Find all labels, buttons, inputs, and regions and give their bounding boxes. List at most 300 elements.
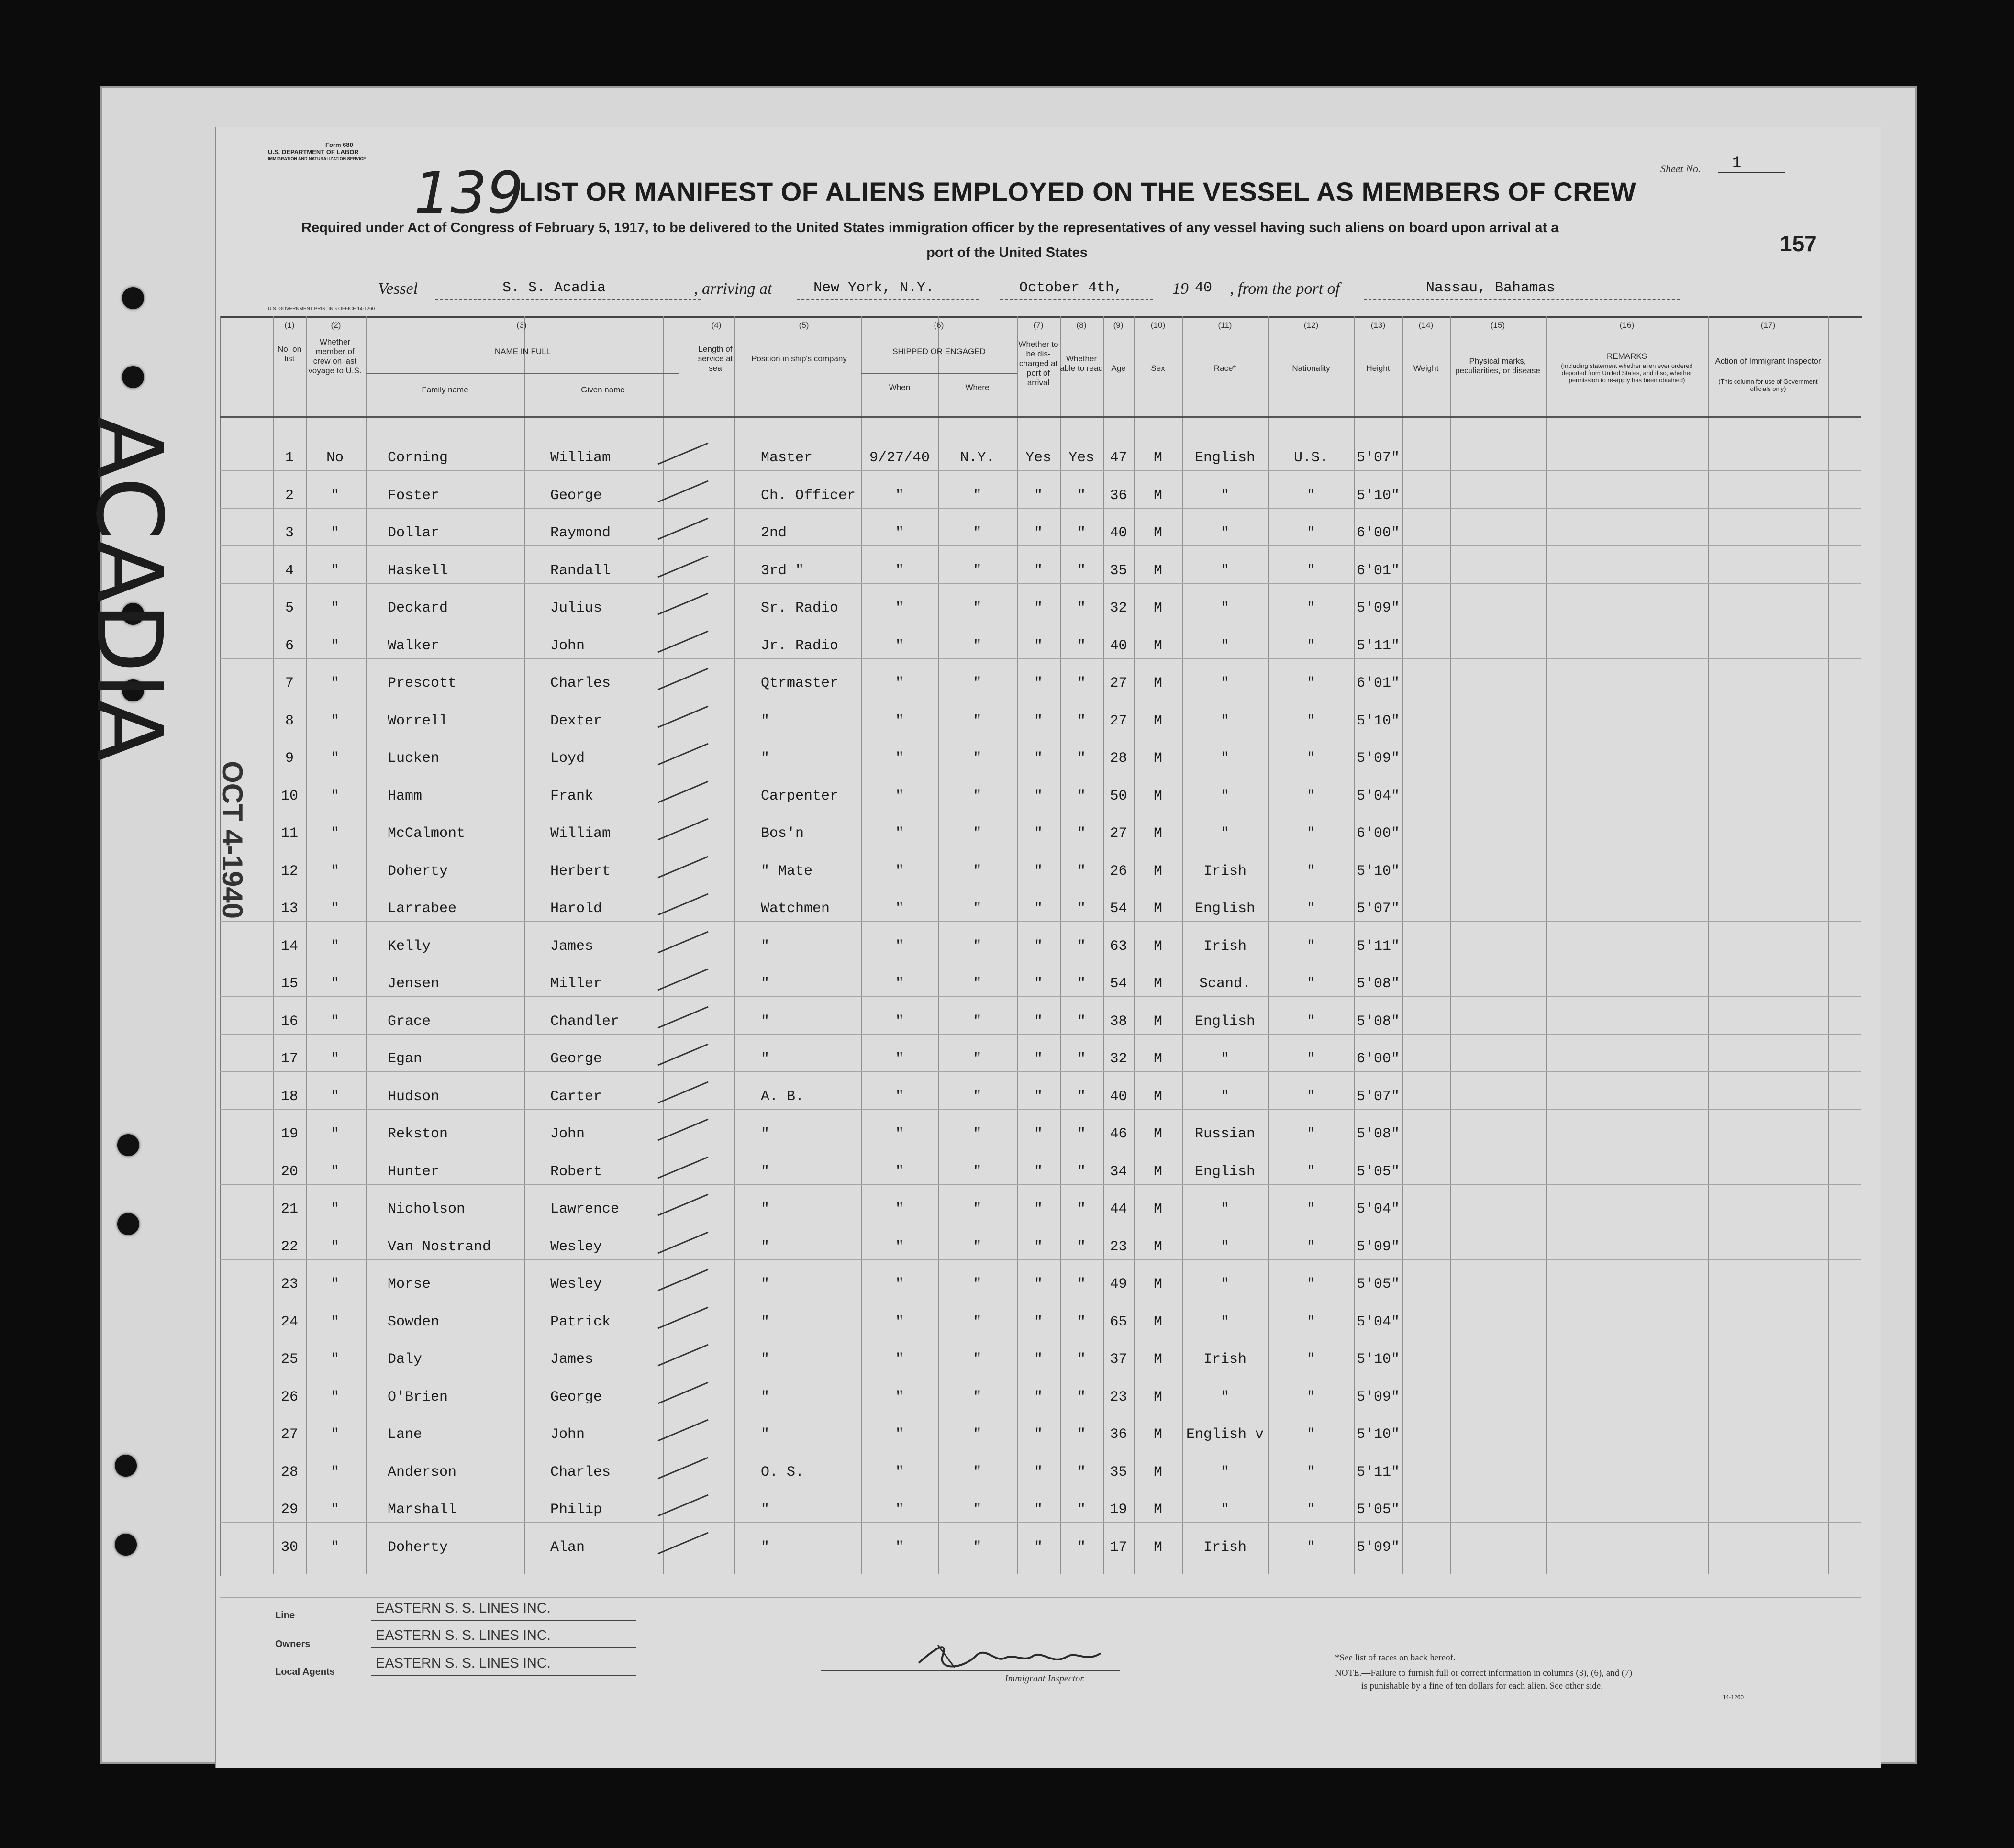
cell-read: " [1077, 563, 1086, 579]
cell-height: 6'00" [1356, 825, 1400, 842]
cell-race: English [1194, 901, 1256, 917]
cell-read: " [1077, 1239, 1086, 1255]
cell-family: Dollar [388, 525, 440, 541]
year-prefix: 19 [1172, 280, 1189, 298]
cell-member: " [330, 488, 339, 504]
cell-member: No [326, 450, 344, 466]
cell-no: 13 [280, 901, 298, 917]
row-divider [220, 1071, 1861, 1072]
cell-age: 27 [1110, 825, 1127, 842]
cell-sex: M [1153, 600, 1162, 616]
cell-nationality: " [1306, 938, 1315, 955]
cell-sex: M [1153, 450, 1162, 466]
cell-age: 32 [1110, 1051, 1127, 1067]
cell-family: Prescott [388, 675, 457, 691]
header-name-in-full: NAME IN FULL [494, 347, 551, 356]
cell-family: Corning [388, 450, 448, 466]
cell-when: " [895, 1351, 904, 1368]
cell-race: " [1220, 525, 1229, 541]
cell-when: " [895, 1164, 904, 1180]
cell-nationality: " [1306, 1539, 1315, 1556]
cell-member: " [330, 1126, 339, 1142]
cell-family: Nicholson [388, 1201, 466, 1217]
cell-member: " [330, 1239, 339, 1255]
cell-given: Carter [550, 1089, 602, 1105]
cell-member: " [330, 1539, 339, 1556]
cell-when: " [895, 825, 904, 842]
cell-where: " [973, 863, 982, 879]
cell-position: 3rd " [761, 563, 804, 579]
cell-no: 6 [285, 638, 294, 654]
cell-age: 32 [1110, 600, 1127, 616]
cell-read: " [1077, 713, 1086, 729]
cell-discharged: " [1034, 750, 1043, 767]
cell-height: 5'07" [1356, 450, 1400, 466]
cell-given: John [550, 1126, 585, 1142]
cell-age: 46 [1110, 1126, 1127, 1142]
cell-age: 28 [1110, 750, 1127, 767]
column-number: (9) [1113, 321, 1124, 330]
cell-nationality: U.S. [1293, 450, 1328, 466]
inspector-signature-line [821, 1670, 1120, 1671]
row-divider [220, 508, 1861, 509]
cell-given: Wesley [550, 1239, 602, 1255]
cell-nationality: " [1306, 1089, 1315, 1105]
cell-read: " [1077, 1201, 1086, 1217]
cell-where: " [973, 1201, 982, 1217]
header-shipped-or-engaged: SHIPPED OR ENGAGED [892, 347, 986, 356]
cell-position: Carpenter [761, 788, 839, 804]
cell-sex: M [1153, 1539, 1162, 1556]
cell-member: " [330, 1351, 339, 1368]
cell-race: " [1220, 1051, 1229, 1067]
cell-height: 5'11" [1356, 638, 1400, 654]
cell-when: " [895, 1502, 904, 1518]
penalty-note-continued: is punishable by a fine of ten dollars for each alien. See other side. [1361, 1681, 1603, 1691]
cell-age: 47 [1110, 450, 1127, 466]
cell-race: " [1220, 750, 1229, 767]
cell-no: 11 [280, 825, 298, 842]
cell-read: " [1077, 525, 1086, 541]
row-divider [220, 1522, 1861, 1523]
cell-height: 6'00" [1356, 525, 1400, 541]
cell-nationality: " [1306, 825, 1315, 842]
vessel-label: Vessel [378, 280, 418, 298]
cell-discharged: " [1034, 1539, 1043, 1556]
cell-sex: M [1153, 1314, 1162, 1330]
cell-discharged: " [1034, 1126, 1043, 1142]
header-remarks: REMARKS [1606, 352, 1647, 361]
cell-no: 12 [280, 863, 298, 879]
cell-nationality: " [1306, 563, 1315, 579]
cell-member: " [330, 1051, 339, 1067]
header-age: Age [1111, 364, 1126, 373]
cell-member: " [330, 1426, 339, 1443]
cell-no: 5 [285, 600, 294, 616]
cell-read: " [1077, 750, 1086, 767]
column-divider [1450, 316, 1451, 1574]
cell-where: " [973, 788, 982, 804]
header-no-on-list: No. on list [277, 345, 302, 363]
column-divider [524, 316, 525, 1574]
cell-discharged: " [1034, 525, 1043, 541]
pencil-check-mark [656, 1266, 713, 1294]
cell-given: Patrick [550, 1314, 611, 1330]
cell-position: Bos'n [761, 825, 804, 842]
pencil-check-mark [656, 552, 713, 581]
cell-no: 21 [280, 1201, 298, 1217]
pencil-check-mark [656, 1379, 713, 1407]
cell-no: 15 [280, 976, 298, 992]
cell-sex: M [1153, 1464, 1162, 1481]
cell-race: " [1220, 675, 1229, 691]
cell-family: Haskell [388, 563, 448, 579]
cell-member: " [330, 863, 339, 879]
cell-family: Worrell [388, 713, 448, 729]
cell-no: 25 [280, 1351, 298, 1368]
cell-race: " [1220, 1239, 1229, 1255]
line-label: Line [275, 1610, 295, 1621]
cell-given: Loyd [550, 750, 585, 767]
cell-when: " [895, 675, 904, 691]
cell-race: " [1220, 488, 1229, 504]
header-discharged: Whether to be dis-charged at port of arrival [1018, 340, 1058, 387]
cell-when: " [895, 788, 904, 804]
cell-member: " [330, 976, 339, 992]
cell-age: 50 [1110, 788, 1127, 804]
cell-age: 54 [1110, 976, 1127, 992]
cell-no: 26 [280, 1389, 298, 1405]
column-number: (6) [934, 321, 944, 330]
binder-hole [117, 1213, 139, 1235]
cell-member: " [330, 1201, 339, 1217]
cell-position: " [761, 1201, 770, 1217]
arrival-date: October 4th, [1019, 280, 1123, 296]
cell-position: Ch. Officer [761, 488, 856, 504]
cell-no: 1 [285, 450, 294, 466]
cell-when: " [895, 713, 904, 729]
pencil-check-mark [656, 815, 713, 844]
cell-where: " [973, 563, 982, 579]
cell-age: 54 [1110, 901, 1127, 917]
cell-discharged: " [1034, 1502, 1043, 1518]
cell-no: 28 [280, 1464, 298, 1481]
cell-family: Hamm [388, 788, 423, 804]
cell-discharged: " [1034, 1314, 1043, 1330]
cell-read: " [1077, 1539, 1086, 1556]
cell-nationality: " [1306, 1502, 1315, 1518]
cell-read: " [1077, 1502, 1086, 1518]
cell-height: 5'04" [1356, 788, 1400, 804]
cell-member: " [330, 750, 339, 767]
column-number: (13) [1370, 321, 1386, 330]
cell-where: " [973, 1164, 982, 1180]
column-number: (11) [1218, 321, 1232, 330]
cell-discharged: " [1034, 976, 1043, 992]
row-divider [220, 1259, 1861, 1260]
row-divider [220, 583, 1861, 584]
cell-where: " [973, 1314, 982, 1330]
cell-height: 5'10" [1356, 713, 1400, 729]
cell-nationality: " [1306, 713, 1315, 729]
cell-family: Egan [388, 1051, 423, 1067]
cell-family: Doherty [388, 1539, 448, 1556]
binder-hole [115, 1455, 137, 1477]
pencil-check-mark [656, 1491, 713, 1520]
cell-position: " [761, 976, 770, 992]
cell-height: 5'08" [1356, 1126, 1400, 1142]
cell-no: 8 [285, 713, 294, 729]
cell-member: " [330, 1389, 339, 1405]
cell-sex: M [1153, 1089, 1162, 1105]
binder-hole [117, 1134, 139, 1156]
cell-position: " [761, 1051, 770, 1067]
cell-when: " [895, 1314, 904, 1330]
column-number: (15) [1490, 321, 1505, 330]
pencil-check-mark [656, 1003, 713, 1032]
cell-sex: M [1153, 488, 1162, 504]
header-race: Race* [1213, 364, 1236, 373]
cell-age: 35 [1110, 1464, 1127, 1481]
line-value: EASTERN S. S. LINES INC. [376, 1601, 551, 1616]
cell-member: " [330, 901, 339, 917]
cell-where: " [973, 1502, 982, 1518]
column-number: (12) [1303, 321, 1319, 330]
cell-race: " [1220, 563, 1229, 579]
pencil-check-mark [656, 1341, 713, 1369]
cell-when: " [895, 600, 904, 616]
cell-nationality: " [1306, 750, 1315, 767]
cell-no: 18 [280, 1089, 298, 1105]
cell-discharged: " [1034, 1201, 1043, 1217]
cell-position: Qtrmaster [761, 675, 839, 691]
cell-where: " [973, 1351, 982, 1368]
cell-no: 30 [280, 1539, 298, 1556]
cell-read: " [1077, 488, 1086, 504]
pencil-check-mark [656, 1454, 713, 1482]
cell-position: " [761, 713, 770, 729]
pencil-check-mark [656, 1303, 713, 1332]
cell-given: George [550, 488, 602, 504]
cell-family: Daly [388, 1351, 423, 1368]
pencil-check-mark [656, 590, 713, 618]
pencil-check-mark [656, 702, 713, 731]
cell-position: 2nd [761, 525, 787, 541]
column-number: (16) [1619, 321, 1635, 330]
cell-age: 40 [1110, 1089, 1127, 1105]
cell-where: " [973, 1051, 982, 1067]
departure-port-underline [1364, 299, 1680, 300]
cell-discharged: " [1034, 675, 1043, 691]
cell-read: " [1077, 825, 1086, 842]
cell-read: " [1077, 600, 1086, 616]
cell-where: " [973, 1013, 982, 1030]
cell-where: " [973, 976, 982, 992]
cell-discharged: " [1034, 1389, 1043, 1405]
cell-given: Dexter [550, 713, 602, 729]
cell-where: " [973, 825, 982, 842]
column-number: (8) [1076, 321, 1087, 330]
cell-family: O'Brien [388, 1389, 448, 1405]
handwritten-number: 139 [414, 160, 524, 227]
cell-discharged: " [1034, 1276, 1043, 1292]
cell-given: George [550, 1389, 602, 1405]
cell-sex: M [1153, 675, 1162, 691]
cell-sex: M [1153, 1276, 1162, 1292]
penalty-note: NOTE.—Failure to furnish full or correct information in columns (3), (6), and (7) [1335, 1668, 1633, 1678]
cell-age: 36 [1110, 488, 1127, 504]
cell-given: Randall [550, 563, 611, 579]
pencil-check-mark [656, 1153, 713, 1182]
cell-position: Sr. Radio [761, 600, 839, 616]
cell-sex: M [1153, 1389, 1162, 1405]
cell-where: " [973, 1276, 982, 1292]
cell-race: Russian [1194, 1126, 1256, 1142]
owners-value: EASTERN S. S. LINES INC. [376, 1628, 551, 1643]
cell-height: 5'11" [1356, 938, 1400, 955]
header-nationality: Nationality [1292, 364, 1330, 373]
cell-position: A. B. [761, 1089, 804, 1105]
cell-family: Hudson [388, 1089, 440, 1105]
cell-member: " [330, 675, 339, 691]
cell-read: " [1077, 1126, 1086, 1142]
cell-read: " [1077, 675, 1086, 691]
cell-discharged: " [1034, 1239, 1043, 1255]
cell-sex: M [1153, 713, 1162, 729]
column-number: (1) [284, 321, 295, 330]
cell-nationality: " [1306, 488, 1315, 504]
local-agents-underline [371, 1675, 636, 1676]
cell-no: 27 [280, 1426, 298, 1443]
cell-age: 38 [1110, 1013, 1127, 1030]
cell-position: " [761, 1502, 770, 1518]
cell-race: " [1220, 788, 1229, 804]
pencil-check-mark [656, 1529, 713, 1558]
cell-read: " [1077, 1389, 1086, 1405]
cell-given: Lawrence [550, 1201, 620, 1217]
cell-discharged: " [1034, 938, 1043, 955]
owners-label: Owners [275, 1639, 311, 1649]
cell-given: Alan [550, 1539, 585, 1556]
inspector-label: Immigrant Inspector. [1005, 1673, 1085, 1684]
cell-height: 6'00" [1356, 1051, 1400, 1067]
cell-age: 35 [1110, 563, 1127, 579]
cell-given: Herbert [550, 863, 611, 879]
cell-family: Deckard [388, 600, 448, 616]
cell-age: 19 [1110, 1502, 1127, 1518]
cell-nationality: " [1306, 600, 1315, 616]
cell-read: " [1077, 1426, 1086, 1443]
header-where: Where [965, 383, 990, 392]
cell-nationality: " [1306, 1013, 1315, 1030]
cell-age: 23 [1110, 1389, 1127, 1405]
cell-position: " [761, 1164, 770, 1180]
cell-nationality: " [1306, 1126, 1315, 1142]
cell-sex: M [1153, 1426, 1162, 1443]
cell-where: " [973, 713, 982, 729]
cell-race: " [1220, 1314, 1229, 1330]
cell-when: " [895, 1539, 904, 1556]
binder-hole [122, 287, 144, 309]
cell-sex: M [1153, 1013, 1162, 1030]
cell-given: Wesley [550, 1276, 602, 1292]
cell-nationality: " [1306, 638, 1315, 654]
cell-race: Irish [1203, 1539, 1246, 1556]
cell-discharged: " [1034, 1051, 1043, 1067]
cell-discharged: " [1034, 1013, 1043, 1030]
cell-given: Raymond [550, 525, 611, 541]
pencil-check-mark [656, 1416, 713, 1445]
column-number: (17) [1760, 321, 1776, 330]
cell-read: " [1077, 1464, 1086, 1481]
vessel-name-stamp: ACADIA [76, 416, 182, 762]
header-length-of-service: Length of service at sea [698, 345, 733, 373]
cell-read: " [1077, 938, 1086, 955]
cell-where: " [973, 638, 982, 654]
pencil-check-mark [656, 778, 713, 806]
cell-position: " [761, 1539, 770, 1556]
form-info [268, 141, 366, 163]
column-number: (10) [1150, 321, 1166, 330]
form-code: 14-1260 [1723, 1694, 1744, 1701]
cell-nationality: " [1306, 1426, 1315, 1443]
cell-nationality: " [1306, 901, 1315, 917]
cell-race: Irish [1203, 1351, 1246, 1368]
cell-member: " [330, 638, 339, 654]
cell-age: 37 [1110, 1351, 1127, 1368]
cell-read: " [1077, 976, 1086, 992]
cell-position: " [761, 1126, 770, 1142]
cell-discharged: " [1034, 1464, 1043, 1481]
cell-member: " [330, 1314, 339, 1330]
cell-discharged: " [1034, 488, 1043, 504]
cell-when: " [895, 1013, 904, 1030]
department-name: U.S. DEPARTMENT OF LABOR [268, 148, 359, 156]
cell-height: 5'09" [1356, 1539, 1400, 1556]
cell-race: " [1220, 1464, 1229, 1481]
cell-height: 5'07" [1356, 901, 1400, 917]
cell-position: Jr. Radio [761, 638, 839, 654]
cell-given: James [550, 1351, 594, 1368]
cell-sex: M [1153, 1351, 1162, 1368]
cell-no: 24 [280, 1314, 298, 1330]
cell-when: " [895, 750, 904, 767]
arrival-date-underline [1000, 299, 1153, 300]
row-divider [220, 658, 1861, 659]
cell-discharged: " [1034, 563, 1043, 579]
header-when: When [889, 383, 911, 392]
cell-read: " [1077, 1351, 1086, 1368]
cell-race: " [1220, 1389, 1229, 1405]
pencil-check-mark [656, 627, 713, 656]
cell-where: " [973, 938, 982, 955]
cell-when: " [895, 488, 904, 504]
cell-given: William [550, 450, 611, 466]
cell-discharged: " [1034, 863, 1043, 879]
name-subheader-rule [366, 373, 679, 374]
arrival-port-underline [797, 299, 979, 300]
cell-race: " [1220, 1201, 1229, 1217]
row-divider [220, 996, 1861, 997]
cell-discharged: " [1034, 1426, 1043, 1443]
cell-read: " [1077, 901, 1086, 917]
cell-when: " [895, 938, 904, 955]
cell-race: Irish [1203, 863, 1246, 879]
cell-nationality: " [1306, 1051, 1315, 1067]
cell-position: " [761, 1239, 770, 1255]
from-port-label: , from the port of [1230, 280, 1340, 298]
pencil-check-mark [656, 477, 713, 506]
